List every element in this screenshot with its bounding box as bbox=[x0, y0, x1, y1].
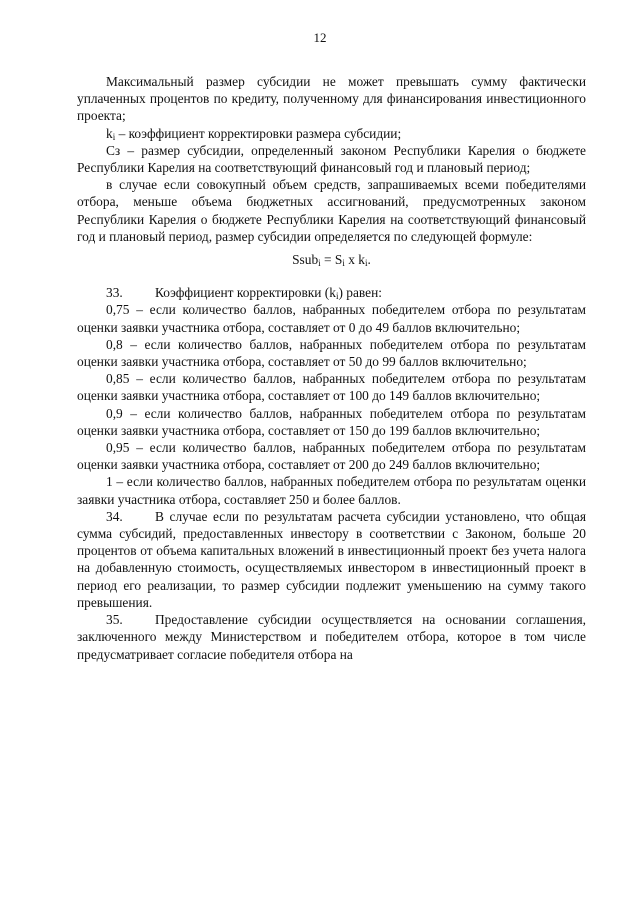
item-33-text-b: ) равен: bbox=[338, 285, 383, 301]
coefficient-item: 0,9 – если количество баллов, набранных победителем отбора по результатам оценки заявки участника отбора, составляет от 150 до 199 баллов включительно; bbox=[77, 405, 586, 438]
coefficient-item: 1 – если количество баллов, набранных победителем отбора по результатам оценки заявки участника отбора, составляет 250 и более баллов. bbox=[77, 474, 586, 507]
formula-eq: = S bbox=[320, 252, 343, 268]
paragraph-max-subsidy: Максимальный размер субсидии не может превышать сумму фактически уплаченных процентов по кредиту, полученному для финансирования инвестиционного проекта; bbox=[77, 74, 586, 124]
paragraph-cz-definition: Сз – размер субсидии, определенный законом Республики Карелия о бюджете Республики Карелия на соответствующий финансовый год и плановый период; bbox=[77, 142, 586, 176]
ki-text: – коэффициент корректировки размера субсидии; bbox=[115, 125, 402, 141]
ki-symbol: k bbox=[106, 125, 113, 141]
item-33-number: 33. bbox=[106, 285, 123, 301]
item-33-text-a: Коэффициент корректировки (k bbox=[155, 285, 336, 301]
coefficient-item: 0,95 – если количество баллов, набранных победителем отбора по результатам оценки заявки участника отбора, составляет от 200 до 249 баллов включительно; bbox=[77, 440, 586, 473]
formula-ssub: Ssub bbox=[292, 252, 319, 268]
formula-x: x k bbox=[344, 252, 365, 268]
item-35-text: Предоставление субсидии осуществляется на основании соглашения, заключенного между Министерством и победителем отбора, которое в том числе предусматривает согласие победителя отбора на bbox=[77, 612, 586, 662]
paragraph-ki-definition bbox=[77, 125, 586, 142]
ki-subscript: i bbox=[112, 131, 116, 142]
item-34-number: 34. bbox=[106, 508, 123, 524]
formula bbox=[77, 251, 586, 268]
formula-end: . bbox=[367, 252, 371, 268]
page-number: 12 bbox=[313, 30, 327, 45]
item-35 bbox=[77, 611, 586, 663]
item-35-number: 35. bbox=[106, 612, 123, 628]
item-34-text: В случае если по результатам расчета субсидии установлено, что общая сумма субсидий, предоставленных инвестору в соответствии с Законом, больше 20 процентов от объема капитальных вложений в инвестиционный проект без учета налога на добавленную стоимость, осуществляемых инвестором в инвестиционный проект в период его реализации, то размер субсидии подлежит уменьшению на сумму такого превышения. bbox=[77, 508, 586, 610]
item-33-subscript: i bbox=[335, 291, 339, 302]
formula-sub-3: i bbox=[365, 258, 368, 269]
paragraph-case-text: в случае если совокупный объем средств, запрашиваемых всеми победителями отбора, меньше объема бюджетных ассигнований, предусмотренных законом Республики Карелия о бюджете Республики Карелия на соответствующий финансовый год и плановый период, размер субсидии определяется по следующей формуле: bbox=[77, 177, 586, 244]
formula-sub-1: i bbox=[318, 258, 321, 269]
document-body bbox=[77, 73, 586, 663]
formula-sub-2: i bbox=[342, 258, 345, 269]
coefficient-item: 0,85 – если количество баллов, набранных победителем отбора по результатам оценки заявки участника отбора, составляет от 100 до 149 баллов включительно; bbox=[77, 371, 586, 404]
coefficient-item: 0,75 – если количество баллов, набранных победителем отбора по результатам оценки заявки участника отбора, составляет от 0 до 49 баллов включительно; bbox=[77, 302, 586, 335]
item-34 bbox=[77, 508, 586, 611]
coefficient-item: 0,8 – если количество баллов, набранных победителем отбора по результатам оценки заявки участника отбора, составляет от 50 до 99 баллов включительно; bbox=[77, 336, 586, 370]
item-33 bbox=[77, 284, 586, 301]
